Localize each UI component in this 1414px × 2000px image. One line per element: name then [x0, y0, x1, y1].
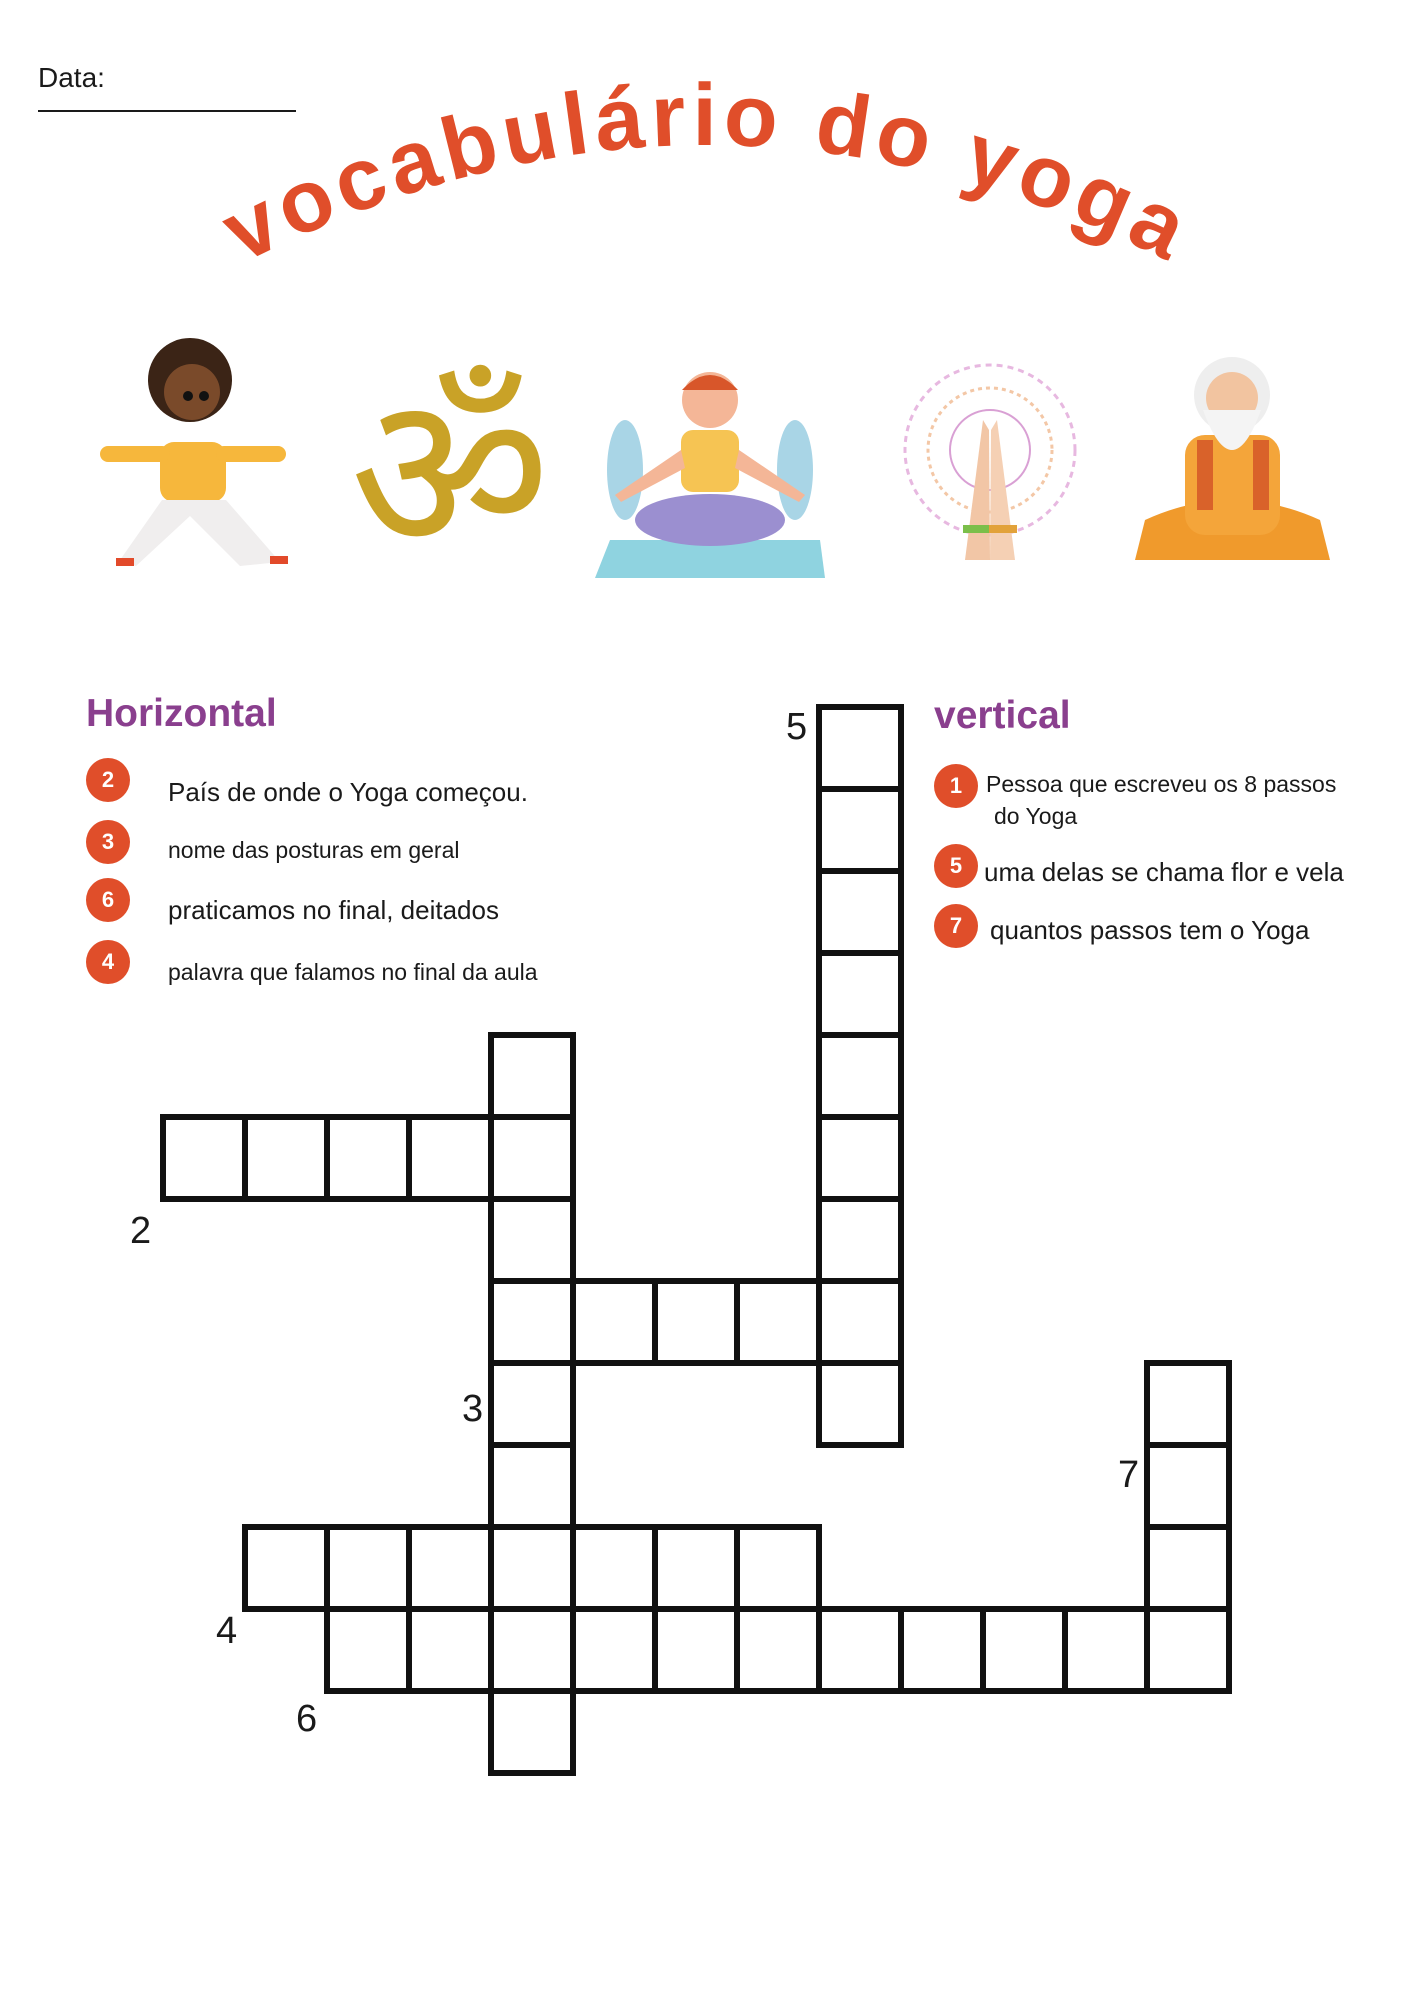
crossword-cell[interactable]	[488, 1278, 576, 1366]
clue-text-continued: do Yoga	[994, 803, 1078, 829]
crossword-cell[interactable]	[488, 1688, 576, 1776]
crossword-cell[interactable]	[570, 1524, 658, 1612]
crossword-cell[interactable]	[1144, 1524, 1232, 1612]
grid-number-6: 6	[296, 1698, 318, 1740]
crossword-cell[interactable]	[488, 1196, 576, 1284]
crossword-cell[interactable]	[652, 1606, 740, 1694]
clue-text: País de onde o Yoga começou.	[168, 777, 528, 807]
grid-number-3: 3	[462, 1388, 484, 1430]
crossword-cell[interactable]	[324, 1524, 412, 1612]
crossword-cell[interactable]	[816, 1114, 904, 1202]
clue-text: nome das posturas em geral	[168, 837, 460, 863]
crossword-cell[interactable]	[816, 1606, 904, 1694]
grid-number-5: 5	[786, 706, 808, 748]
crossword-cell[interactable]	[734, 1606, 822, 1694]
clue-badge: 7	[934, 904, 978, 948]
crossword-cell[interactable]	[734, 1524, 822, 1612]
crossword-cell[interactable]	[652, 1278, 740, 1366]
clue-text: Pessoa que escreveu os 8 passos	[986, 771, 1337, 797]
namaste-hands-mandala-icon	[895, 360, 1085, 570]
crossword-cell[interactable]	[488, 1360, 576, 1448]
crossword-cell[interactable]	[488, 1032, 576, 1120]
om-symbol-icon	[330, 350, 570, 590]
child-warrior-pose-icon	[80, 330, 300, 580]
crossword-cell[interactable]	[816, 868, 904, 956]
crossword-cell[interactable]	[324, 1606, 412, 1694]
grid-number-7: 7	[1118, 1454, 1140, 1496]
crossword-cell[interactable]	[488, 1524, 576, 1612]
clue-badge: 6	[86, 878, 130, 922]
svg-text:ॐ: ॐ	[349, 350, 551, 590]
clue-badge: 5	[934, 844, 978, 888]
svg-text:vocabulário do yoga	[207, 65, 1208, 281]
crossword-cell[interactable]	[406, 1524, 494, 1612]
crossword-cell[interactable]	[242, 1114, 330, 1202]
crossword-cell[interactable]	[1062, 1606, 1150, 1694]
vertical-heading: vertical	[934, 694, 1071, 737]
clue-text: uma delas se chama flor e vela	[984, 857, 1344, 887]
crossword-cell[interactable]	[570, 1278, 658, 1366]
crossword-cell[interactable]	[406, 1606, 494, 1694]
crossword-cell[interactable]	[816, 1032, 904, 1120]
clue-badge: 1	[934, 764, 978, 808]
crossword-cell[interactable]	[816, 1196, 904, 1284]
crossword-cell[interactable]	[406, 1114, 494, 1202]
grid-number-2: 2	[130, 1210, 152, 1252]
crossword-cell[interactable]	[488, 1606, 576, 1694]
clue-badge: 3	[86, 820, 130, 864]
crossword-cell[interactable]	[1144, 1442, 1232, 1530]
crossword-cell[interactable]	[488, 1114, 576, 1202]
grid-number-4: 4	[216, 1610, 238, 1652]
crossword-cell[interactable]	[816, 704, 904, 792]
date-label: Data:	[38, 62, 105, 93]
crossword-cell[interactable]	[816, 1278, 904, 1366]
crossword-cell[interactable]	[816, 786, 904, 874]
crossword-cell[interactable]	[488, 1442, 576, 1530]
clue-text: quantos passos tem o Yoga	[990, 915, 1310, 945]
clue-text: palavra que falamos no final da aula	[168, 959, 538, 985]
crossword-cell[interactable]	[898, 1606, 986, 1694]
clue-badge: 4	[86, 940, 130, 984]
horizontal-heading: Horizontal	[86, 692, 277, 735]
crossword-cell[interactable]	[324, 1114, 412, 1202]
crossword-cell[interactable]	[1144, 1606, 1232, 1694]
crossword-cell[interactable]	[816, 950, 904, 1038]
clue-badge: 2	[86, 758, 130, 802]
crossword-cell[interactable]	[570, 1606, 658, 1694]
crossword-cell[interactable]	[816, 1360, 904, 1448]
bearded-yogi-icon	[1125, 340, 1340, 570]
crossword-cell[interactable]	[980, 1606, 1068, 1694]
page-title	[0, 0, 1414, 320]
page-title-text: vocabulário do yoga	[207, 64, 1208, 281]
meditating-child-icon	[585, 360, 835, 590]
crossword-cell[interactable]	[1144, 1360, 1232, 1448]
crossword-cell[interactable]	[734, 1278, 822, 1366]
crossword-cell[interactable]	[242, 1524, 330, 1612]
crossword-cell[interactable]	[652, 1524, 740, 1612]
crossword-cell[interactable]	[160, 1114, 248, 1202]
clue-text: praticamos no final, deitados	[168, 895, 499, 925]
illustrations-row	[0, 330, 1414, 590]
